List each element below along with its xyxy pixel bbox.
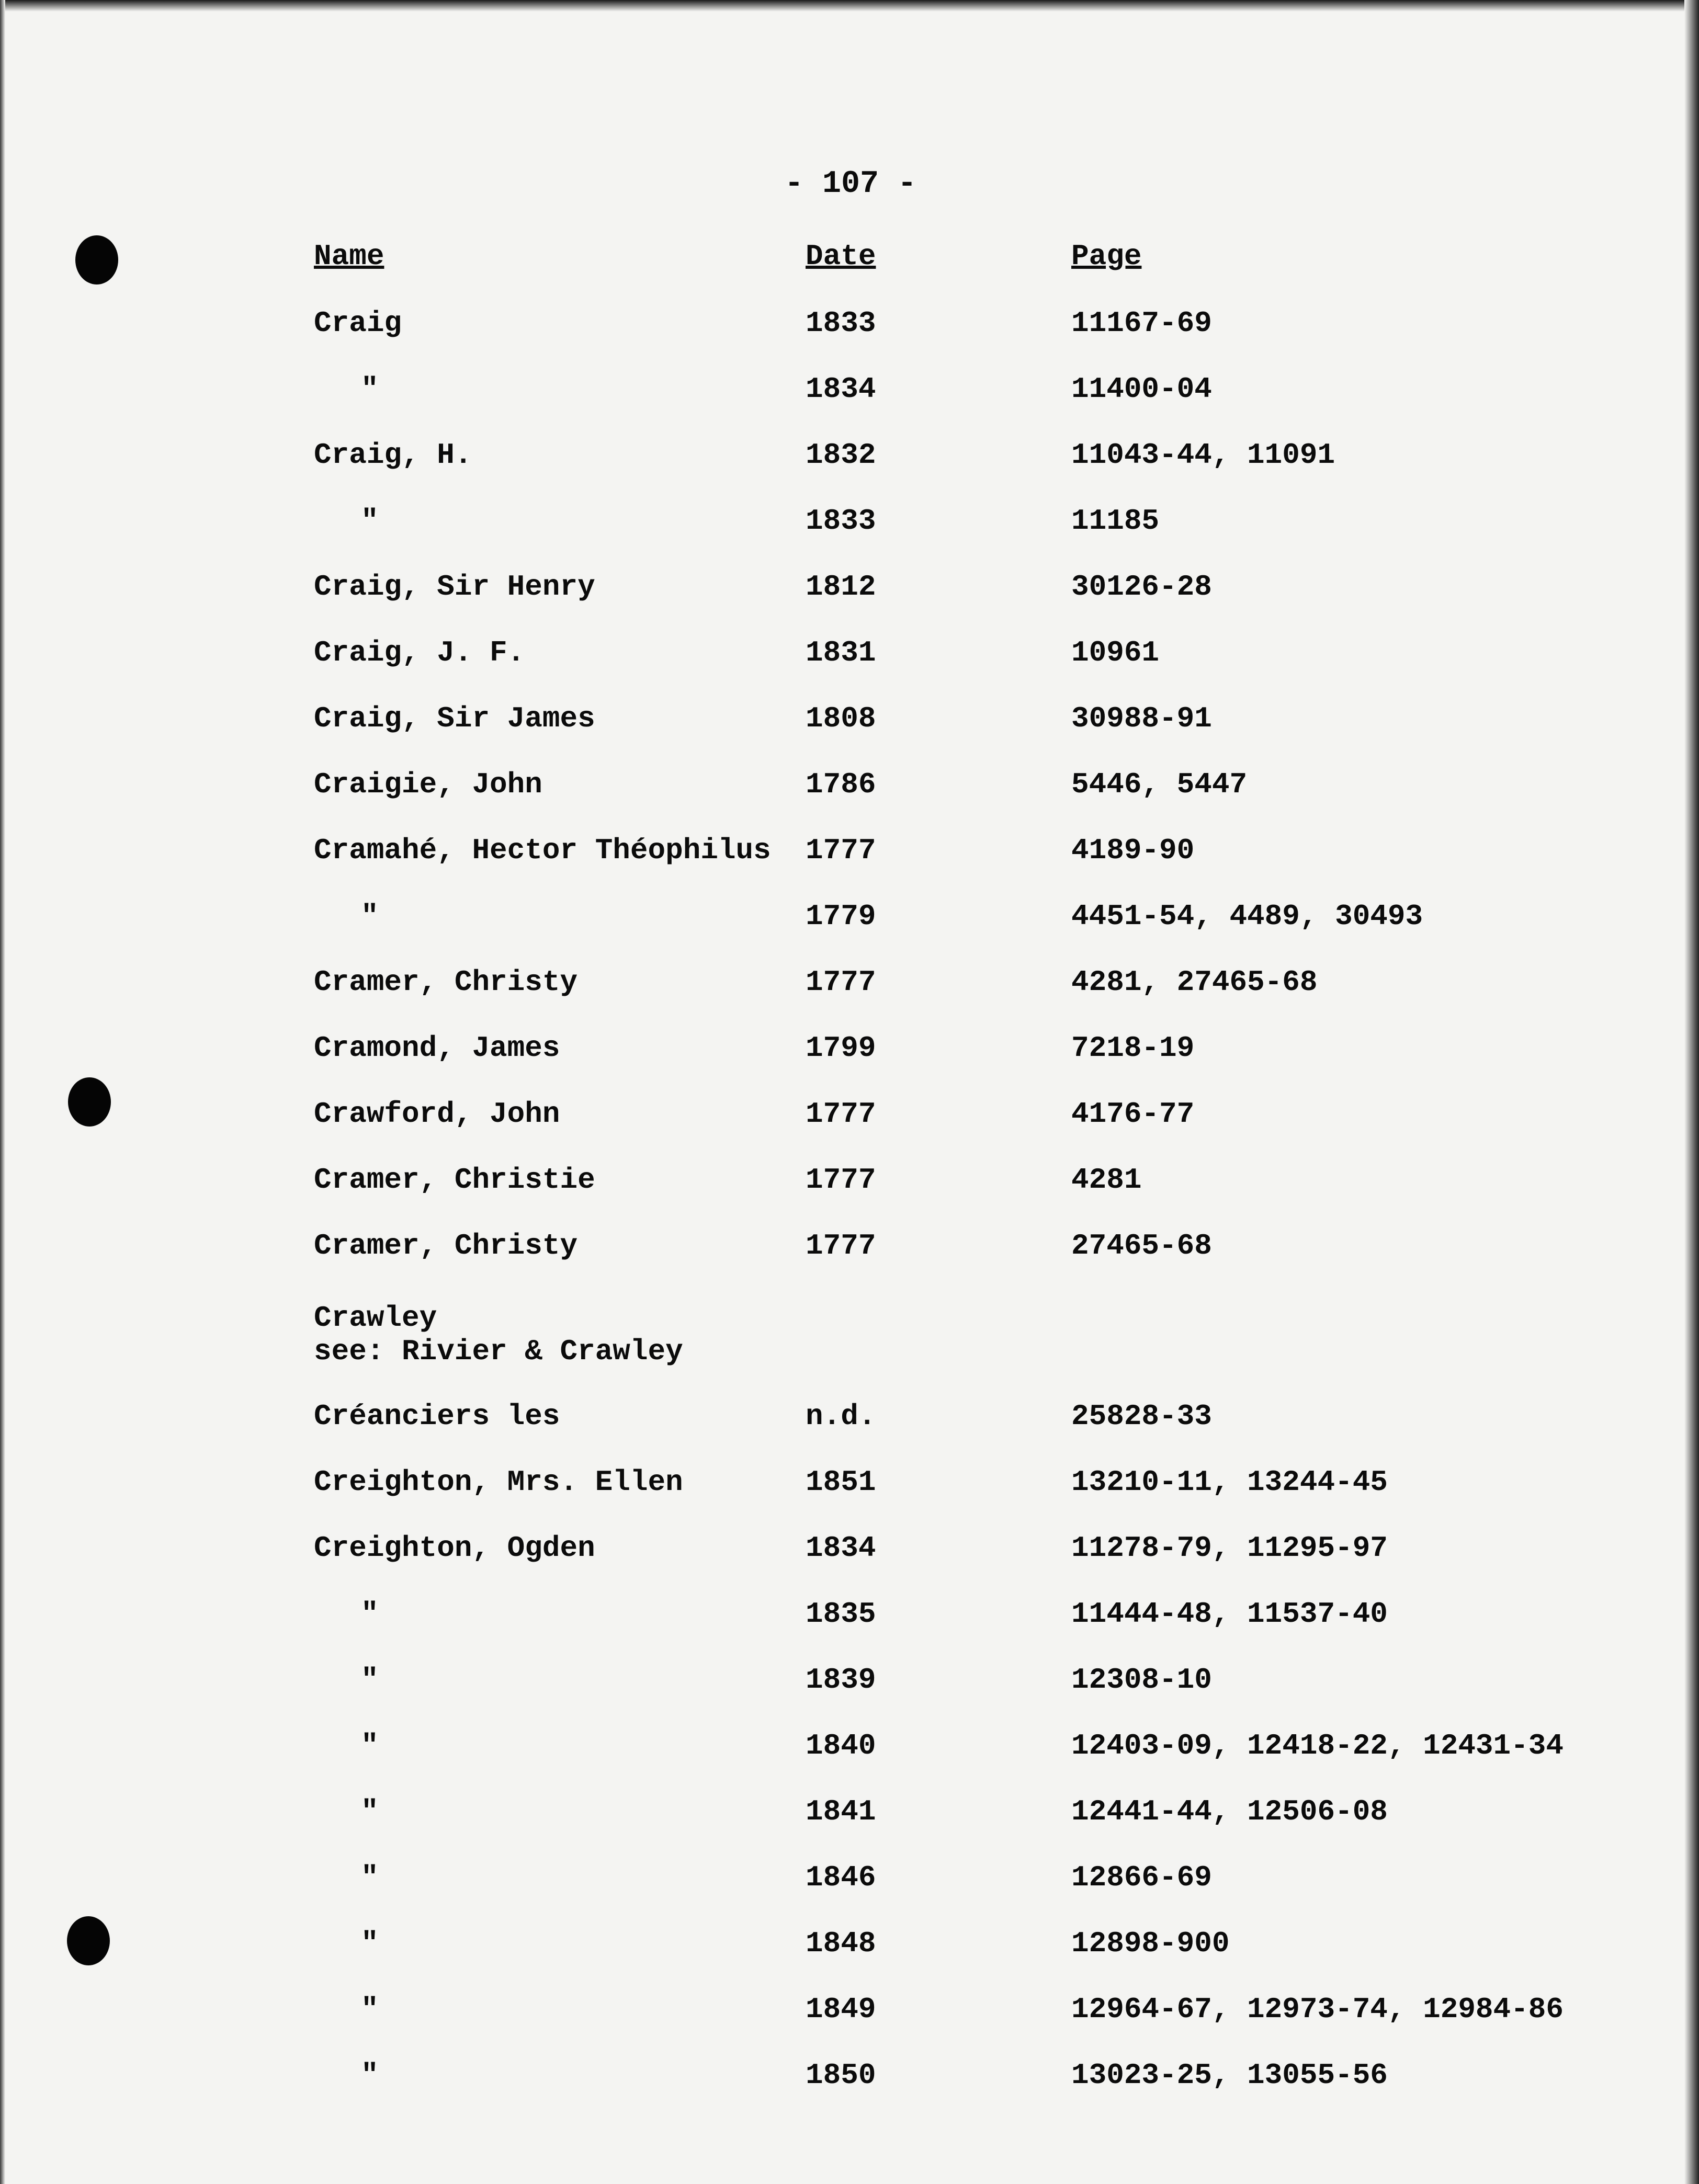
entry-pages: 12308-10 [1071,1663,1212,1697]
entry-date: 1835 [806,1597,876,1631]
entry-name: Craigie, John [314,768,542,801]
entry-name-ditto: " [361,504,379,538]
page-number: - 107 - [785,166,917,202]
entry-pages: 12403-09, 12418-22, 12431-34 [1071,1729,1564,1762]
entry-pages: 10961 [1071,636,1160,669]
entry-pages: 12964-67, 12973-74, 12984-86 [1071,1993,1564,2026]
entry-pages: 13023-25, 13055-56 [1071,2058,1388,2092]
entry-name-ditto: " [361,1861,379,1894]
entry-name-ditto: " [361,1597,379,1631]
scan-edge-right [1684,0,1699,2184]
column-header-date: Date [806,240,876,273]
entry-pages: 4176-77 [1071,1097,1195,1131]
entry-name: Cramer, Christie [314,1163,595,1197]
entry-name: Cramahé, Hector Théophilus [314,834,771,867]
entry-name: Crawford, John [314,1097,560,1131]
entry-pages: 30126-28 [1071,570,1212,604]
entry-name-ditto: " [361,1795,379,1828]
entry-name: Craig [314,306,402,340]
entry-pages: 12866-69 [1071,1861,1212,1894]
entry-pages: 11278-79, 11295-97 [1071,1531,1388,1565]
entry-pages: 13210-11, 13244-45 [1071,1465,1388,1499]
punch-hole-icon [75,235,118,285]
entry-date: 1808 [806,702,876,735]
entry-name: Creighton, Mrs. Ellen [314,1465,683,1499]
entry-date: 1834 [806,372,876,406]
entry-name: Craig, Sir James [314,702,595,735]
entry-name: Creighton, Ogden [314,1531,595,1565]
entry-date: 1812 [806,570,876,604]
entry-name-ditto: " [361,1663,379,1697]
entry-name-ditto: " [361,1729,379,1762]
entry-date: 1841 [806,1795,876,1828]
entry-pages: 12441-44, 12506-08 [1071,1795,1388,1828]
entry-pages: 7218-19 [1071,1031,1195,1065]
column-header-name: Name [314,240,384,273]
entry-name-ditto: " [361,372,379,406]
entry-pages: 4281, 27465-68 [1071,965,1318,999]
see-reference: see: Rivier & Crawley [314,1335,683,1368]
entry-date: 1834 [806,1531,876,1565]
entry-date: 1848 [806,1927,876,1960]
entry-name: Craig, H. [314,438,472,472]
entry-name: Cramer, Christy [314,965,578,999]
entry-date: 1849 [806,1993,876,2026]
entry-pages: 11400-04 [1071,372,1212,406]
punch-hole-icon [67,1916,110,1965]
entry-name-ditto: " [361,2058,379,2092]
entry-name: Crawley [314,1301,437,1335]
entry-date: 1777 [806,1163,876,1197]
entry-date: 1777 [806,834,876,867]
entry-date: 1779 [806,900,876,933]
entry-date: 1851 [806,1465,876,1499]
entry-name: Cramer, Christy [314,1229,578,1262]
entry-date: 1831 [806,636,876,669]
scan-edge-left [0,0,5,2184]
entry-date: 1833 [806,504,876,538]
entry-pages: 11185 [1071,504,1160,538]
column-header-page: Page [1071,240,1142,273]
entry-date: 1833 [806,306,876,340]
entry-name: Cramond, James [314,1031,560,1065]
entry-date: 1846 [806,1861,876,1894]
entry-pages: 11444-48, 11537-40 [1071,1597,1388,1631]
entry-pages: 4451-54, 4489, 30493 [1071,900,1423,933]
entry-date: 1777 [806,1229,876,1262]
punch-hole-icon [68,1077,111,1127]
entry-pages: 27465-68 [1071,1229,1212,1262]
entry-name-ditto: " [361,900,379,933]
entry-name-ditto: " [361,1993,379,2026]
entry-pages: 11167-69 [1071,306,1212,340]
entry-date: 1850 [806,2058,876,2092]
entry-date: 1777 [806,965,876,999]
entry-pages: 5446, 5447 [1071,768,1248,801]
entry-date: 1839 [806,1663,876,1697]
entry-date: 1777 [806,1097,876,1131]
entry-pages: 4189-90 [1071,834,1195,867]
scan-edge-top [0,0,1699,12]
entry-name: Craig, Sir Henry [314,570,595,604]
entry-pages: 12898-900 [1071,1927,1230,1960]
entry-pages: 25828-33 [1071,1400,1212,1433]
entry-date: 1799 [806,1031,876,1065]
entry-date: 1840 [806,1729,876,1762]
entry-pages: 4281 [1071,1163,1142,1197]
entry-name: Craig, J. F. [314,636,525,669]
entry-date: 1832 [806,438,876,472]
entry-date: 1786 [806,768,876,801]
entry-name: Créanciers les [314,1400,560,1433]
entry-pages: 11043-44, 11091 [1071,438,1335,472]
entry-pages: 30988-91 [1071,702,1212,735]
entry-date: n.d. [806,1400,876,1433]
entry-name-ditto: " [361,1927,379,1960]
